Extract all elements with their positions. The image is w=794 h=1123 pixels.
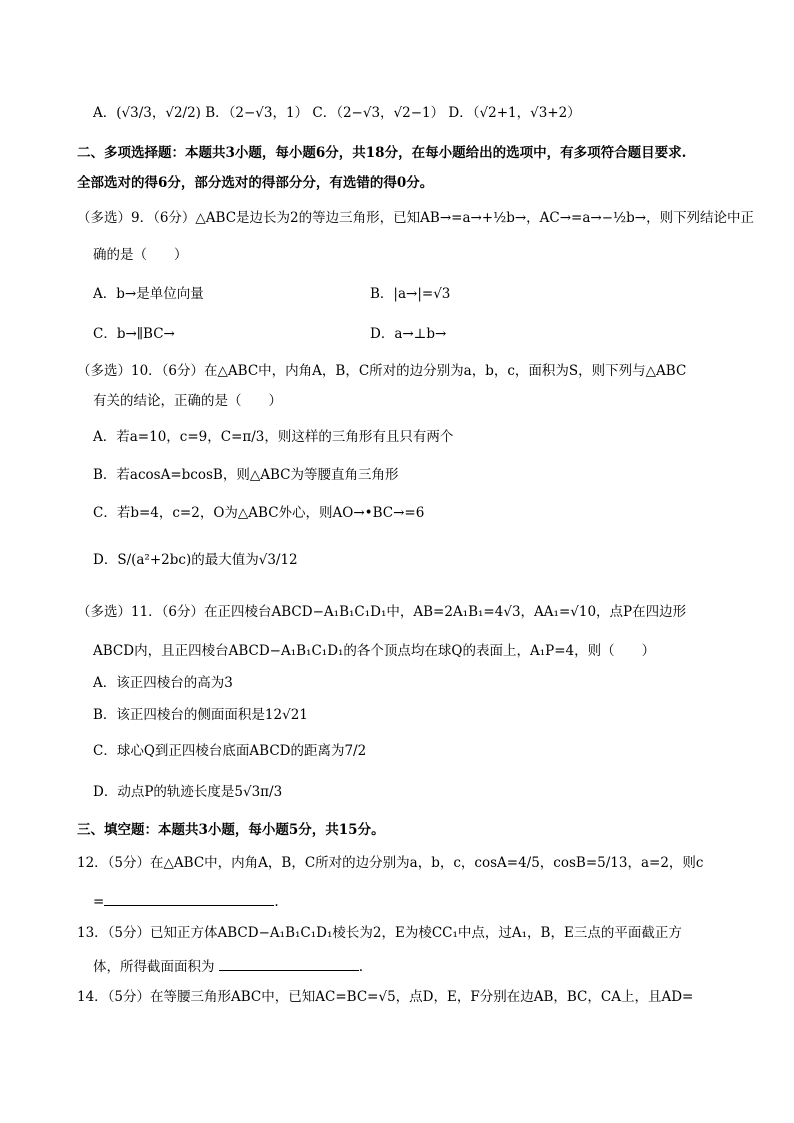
line-text: B．该正四棱台的侧面面积是12√21 [93, 707, 308, 723]
line-text: 13．（5分）已知正方体ABCD−A₁B₁C₁D₁棱长为2，E为棱CC₁中点，过A₁，B，E三点的平面截正方 [77, 925, 682, 941]
line-text: B．|a→|=√3 [370, 286, 451, 302]
line-text: B．若acosA=bcosB，则△ABC为等腰直角三角形 [93, 467, 399, 483]
line-text: D．S/(a²+2bc)的最大值为√3/12 [93, 552, 298, 568]
line-text: 确的是（ ） [93, 247, 188, 263]
line-text: 体，所得截面面积为 [93, 959, 219, 975]
line-tail: . [358, 959, 364, 975]
line-text: C．b→∥BC→ [93, 326, 175, 342]
text-line [77, 208, 754, 228]
text-line [77, 361, 686, 381]
line-text: 14．（5分）在等腰三角形ABC中，已知AC=BC=√5，点D，E，F分别在边AB，BC，CA上，且AD= [77, 989, 694, 1005]
text-line [93, 550, 298, 570]
answer-blank[interactable] [219, 956, 359, 971]
text-line [93, 324, 175, 344]
text-line [77, 853, 703, 873]
section-heading [77, 173, 433, 193]
text-line [370, 324, 446, 344]
text-line [93, 427, 453, 447]
text-line [77, 923, 682, 943]
line-text: A．b→是单位向量 [93, 286, 204, 302]
text-line [93, 741, 366, 761]
text-line [93, 391, 282, 411]
answer-blank[interactable] [104, 891, 274, 906]
line-text: 12．（5分）在△ABC中，内角A，B，C所对的边分别为a，b，c，cosA=4/5，cosB=5/13，a=2，则c [77, 855, 704, 871]
line-text: C．球心Q到正四棱台底面ABCD的距离为7/2 [93, 743, 367, 759]
line-text: 全部选对的得6分，部分选对的得部分分，有选错的得0分。 [77, 175, 434, 191]
text-line [93, 782, 282, 802]
line-text: （多选）10．（6分）在△ABC中，内角A，B，C所对的边分别为a，b，c，面积为S，则下列与△ABC [77, 363, 687, 379]
text-line [93, 284, 204, 304]
line-tail: . [274, 894, 279, 910]
line-text: （多选）11．（6分）在正四棱台ABCD−A₁B₁C₁D₁中，AB=2A₁B₁=4√3，AA₁=√10，点P在四边形 [77, 604, 687, 620]
text-line [93, 956, 363, 977]
line-text: 有关的结论，正确的是（ ） [93, 393, 282, 409]
text-line [93, 503, 424, 523]
line-text: A．若a=10，c=9，C=π/3，则这样的三角形有且只有两个 [93, 429, 454, 445]
text-line [77, 987, 693, 1007]
line-text: 三、填空题：本题共3小题，每小题5分，共15分。 [77, 822, 385, 838]
text-line [93, 673, 233, 693]
text-line [93, 641, 655, 661]
section-heading [77, 143, 686, 163]
line-text: C．若b=4，c=2，O为△ABC外心，则AO→•BC→=6 [93, 505, 425, 521]
line-text: A．该正四棱台的高为3 [93, 675, 233, 691]
text-line [93, 103, 581, 123]
line-text: （多选）9．（6分）△ABC是边长为2的等边三角形，已知AB→=a→+½b→，AC→=a→−½b→，则下列结论中正 [77, 210, 755, 226]
text-line [93, 245, 188, 265]
line-text: 二、多项选择题：本题共3小题，每小题6分，共18分，在每小题给出的选项中，有多项符合题目要求. [77, 145, 687, 161]
text-line [93, 465, 398, 485]
text-line [77, 602, 686, 622]
text-line [93, 891, 279, 912]
line-text: D．动点P的轨迹长度是5√3π/3 [93, 784, 283, 800]
text-line [93, 705, 308, 725]
line-text: = [93, 894, 105, 910]
line-text: D．a→⊥b→ [370, 326, 447, 342]
section-heading [77, 820, 385, 840]
line-text: ABCD内，且正四棱台ABCD−A₁B₁C₁D₁的各个顶点均在球Q的表面上，A₁P=4，则（ ） [93, 643, 656, 659]
text-line [370, 284, 450, 304]
line-text: A．(√3/3，√2/2) B．（2−√3，1） C．（2−√3，√2−1） D．（√2+1，√3+2） [93, 105, 581, 121]
